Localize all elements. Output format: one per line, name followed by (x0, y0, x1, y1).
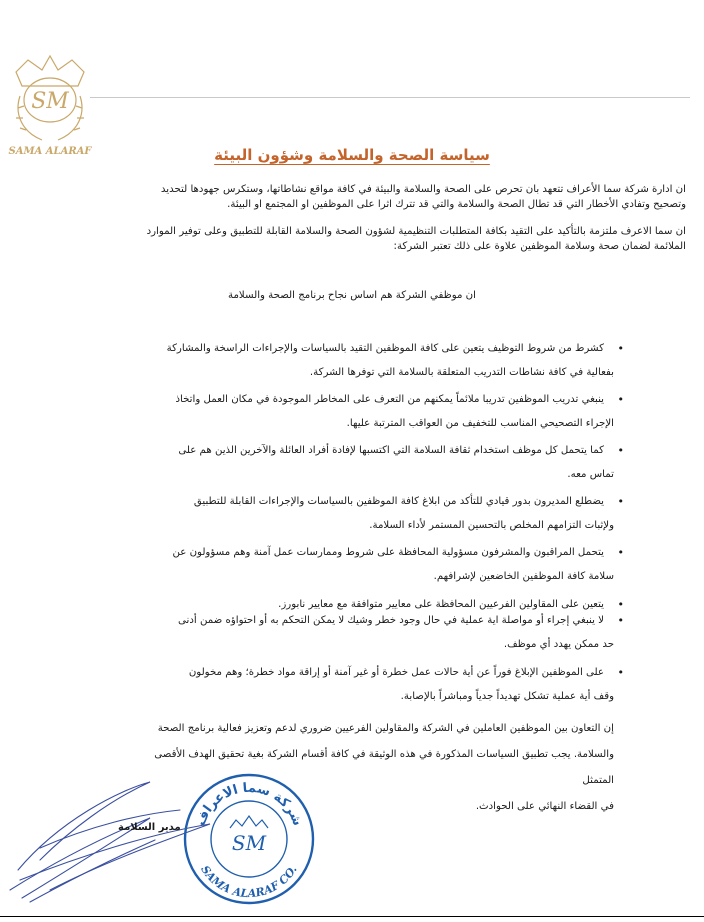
intro-paragraph-1 (96, 182, 686, 212)
paragraph-line: وتصحيح وتفادي الأخطار التي قد تطال الصحة والسلامة والتي قد تترك اثرا على الموظفين او المجتمع او البيئة. (227, 199, 686, 210)
logo-brand-text: SAMA ALARAF (8, 146, 92, 157)
crown-icon (230, 816, 268, 828)
bullet-item (120, 444, 614, 480)
bullet-continuation: سلامة كافة الموظفين الخاضعين لإشرافهم. (433, 571, 614, 582)
bullet-continuation: حد ممكن يهدد أي موظف. (503, 639, 614, 650)
paragraph-line: ان سما الاعرف ملتزمة بالتأكيد على التقيد بكافة المتطلبات التنظيمية لشؤون الصحة والسلامة القابلة للتطبيق وعلى توفير الموارد (146, 226, 686, 237)
company-stamp (180, 770, 318, 908)
bullet-item (120, 666, 614, 702)
bullet-continuation: ولإثبات التزامهم المخلص بالتحسين المستمر لأداء السلامة. (369, 520, 614, 531)
bullet-continuation: تماس معه. (567, 469, 614, 480)
bullet-continuation: بفعالية في كافة نشاطات التدريب المتعلقة بالسلامة التي توفرها الشركة. (309, 367, 614, 378)
bullet-item (120, 342, 614, 378)
paragraph-line: ان ادارة شركة سما الأعراف تتعهد بان تحرص على الصحة والسلامة والبيئة في كافة مواقع نشاطاتها، وستكرس جهودها لتحديد (160, 184, 686, 195)
bullet-text: • كما يتحمل كل موظف استخدام ثقافة السلامة التي اكتسبها لإفادة أفراد العائلة والآخرين الذين هم على (120, 444, 614, 458)
bullet-text: • لا ينبغي إجراء أو مواصلة اية عملية في حال وجود خطر وشيك لا يمكن التحكم به أو احتواؤه ضمن أدنى (120, 614, 614, 628)
signature-label: مدير السلامة (118, 822, 181, 833)
bullet-text: • على الموظفين الإبلاغ فوراً عن أية حالات عمل خطرة أو غير آمنة أو إراقة مواد خطرة؛ وهم مخولون (120, 666, 614, 680)
header-divider (90, 97, 690, 98)
bullet-item (120, 598, 614, 612)
bullet-item (120, 614, 614, 650)
stamp-english-text: SAMA ALARAF CO. (198, 863, 300, 901)
intro-paragraph-2 (96, 224, 686, 254)
section-heading: ان موظفي الشركة هم اساس نجاح برنامج الصحة والسلامة (228, 290, 476, 301)
bullet-text: • ينبغي تدريب الموظفين تدريبا ملائماً يمكنهم من التعرف على المخاطر الموجودة في مكان العمل واتخاذ (120, 393, 614, 407)
footer-divider (0, 916, 704, 917)
bullet-continuation: وقف أية عملية تشكل تهديداً جدياً ومباشراً بالإصابة. (400, 691, 614, 702)
crown-icon (16, 56, 84, 86)
document-title: سياسة الصحة والسلامة وشؤون البيئة (214, 146, 490, 164)
paragraph-line: في القضاء النهائي على الحوادث. (475, 801, 614, 812)
svg-text:SAMA ALARAF CO. (198, 863, 299, 900)
bullet-item (120, 495, 614, 531)
bullet-text: • يتعين على المقاولين الفرعيين المحافظة على معايير متوافقة مع معايير نابورز. (120, 598, 614, 612)
bullet-item (120, 546, 614, 582)
bullet-continuation: الإجراء التصحيحي المناسب للتخفيف من العواقب المترتبة عليها. (346, 418, 614, 429)
bullet-text: • كشرط من شروط التوظيف يتعين على كافة الموظفين التقيد بالسياسات والإجراءات الراسخة والمشاركة (120, 342, 614, 356)
logo-monogram: SM (31, 89, 69, 114)
stamp-monogram: SM (231, 831, 267, 855)
bullet-text: • يضطلع المديرون بدور قيادي للتأكد من ابلاغ كافة الموظفين بالسياسات والإجراءات القابلة للتطبيق (120, 495, 614, 509)
paragraph-line: الملائمة لضمان صحة وسلامة الموظفين علاوة على ذلك تعتبر الشركة: (393, 241, 686, 252)
company-logo (4, 52, 96, 160)
paragraph-line: إن التعاون بين الموظفين العاملين في الشركة والمقاولين الفرعيين ضروري لدعم وتعزيز فعالية برنامج الصحة (157, 723, 614, 734)
bullet-text: • يتحمل المراقبون والمشرفون مسؤولية المحافظة على شروط وممارسات عمل آمنة وهم مسؤولون عن (120, 546, 614, 560)
stamp-arabic-text: شركة سما الاعراف (193, 780, 305, 829)
paragraph-line: والسلامة. يجب تطبيق السياسات المذكورة في هذه الوثيقة في كافة أقسام الشركة بغية تحقيق الهدف الأقصى المتمثل (154, 749, 614, 786)
bullet-item (120, 393, 614, 429)
